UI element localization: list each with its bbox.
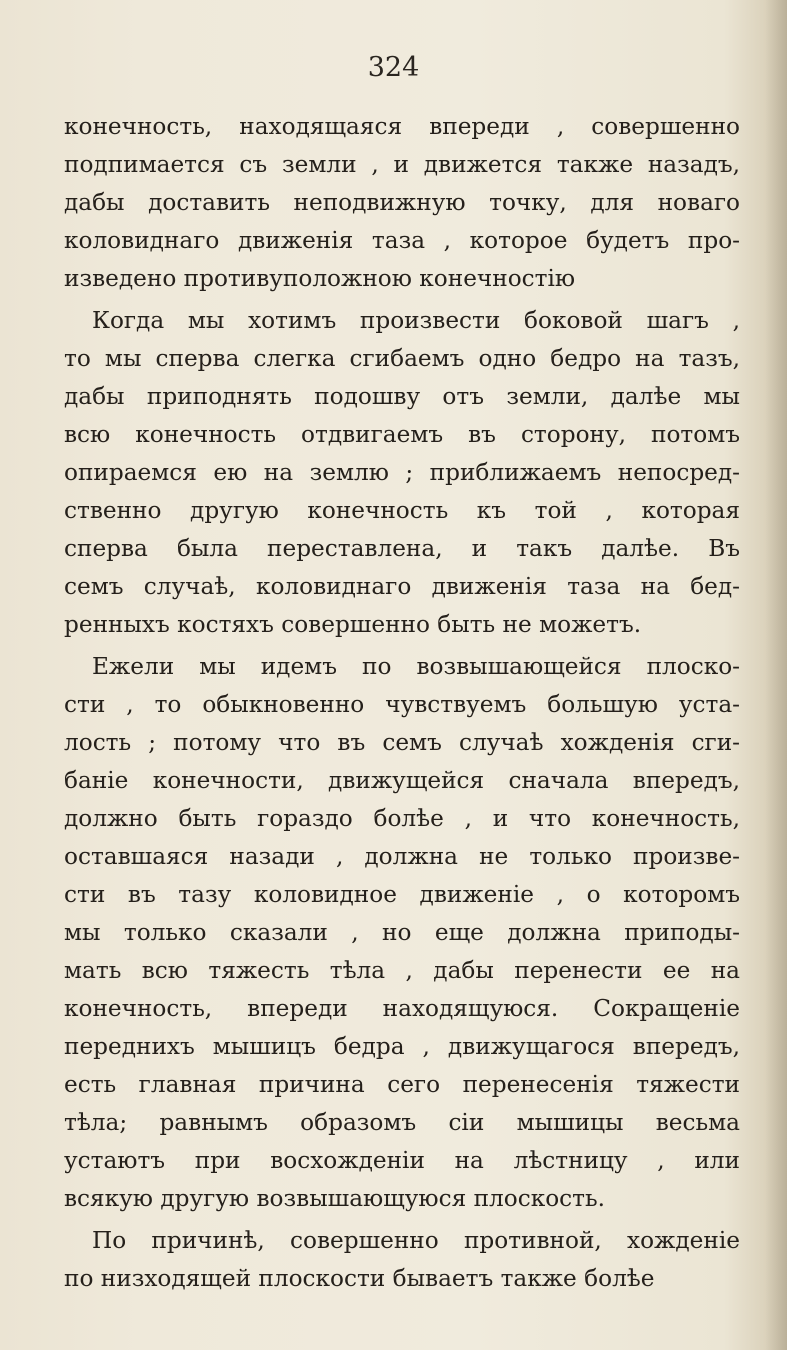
text-line: ренныхъ костяхъ совершенно быть не можетъ.	[64, 611, 642, 638]
text-line: оставшаяся назади , должна не только произве-	[64, 843, 740, 870]
text-line: дабы доставить неподвижную точку, для новаго	[64, 189, 740, 216]
text-line: всякую другую возвышающуюся плоскость.	[64, 1185, 605, 1212]
text-line: мать всю тяжесть тѣла , дабы перенести ее на	[64, 957, 740, 984]
body-text	[64, 108, 740, 1298]
page-edge-shadow	[765, 0, 787, 1350]
text-line: дабы приподнять подошву отъ земли, далѣе мы	[64, 383, 740, 410]
text-line: сти въ тазу коловидное движеніе , о которомъ	[64, 881, 740, 908]
text-line: баніе конечности, движущейся сначала впередъ,	[64, 767, 740, 794]
text-line: семъ случаѣ, коловиднаго движенія таза на бед-	[64, 573, 740, 600]
text-line: лость ; потому что въ семъ случаѣ хожденія сги-	[64, 729, 740, 756]
text-line: то мы сперва слегка сгибаемъ одно бедро на тазъ,	[64, 345, 740, 372]
text-line: должно быть гораздо болѣе , и что конечность,	[64, 805, 740, 832]
text-line: сперва была переставлена, и такъ далѣе. Въ	[64, 535, 740, 562]
text-line: Ежели мы идемъ по возвышающейся плоско-	[92, 653, 740, 680]
text-line: сти , то обыкновенно чувствуемъ большую уста-	[64, 691, 740, 718]
text-line: переднихъ мышицъ бедра , движущагося впередъ,	[64, 1033, 740, 1060]
text-line: устаютъ при восхожденіи на лѣстницу , или	[64, 1147, 740, 1174]
text-line: мы только сказали , но еще должна приподы-	[64, 919, 740, 946]
text-line: тѣла; равнымъ образомъ сіи мышицы весьма	[64, 1109, 740, 1136]
paragraph	[64, 648, 740, 1218]
text-line: по низходящей плоскости бываетъ также болѣе	[64, 1265, 655, 1292]
text-line: коловиднаго движенія таза , которое будетъ про-	[64, 227, 740, 254]
text-line: всю конечность отдвигаемъ въ сторону, потомъ	[64, 421, 740, 448]
page-number: 324	[367, 52, 420, 83]
text-line: Когда мы хотимъ произвести боковой шагъ ,	[92, 307, 740, 334]
text-line: есть главная причина сего перенесенія тяжести	[64, 1071, 740, 1098]
text-line: конечность, находящаяся впереди , совершенно	[64, 113, 740, 140]
paragraph	[64, 1222, 740, 1298]
text-line: опираемся ею на землю ; приближаемъ непосред-	[64, 459, 740, 486]
text-line: подпимается съ земли , и движется также назадъ,	[64, 151, 740, 178]
text-line: По причинѣ, совершенно противной, хожденіе	[92, 1227, 740, 1254]
text-line: изведено противуположною конечностію	[64, 265, 576, 292]
paragraph	[64, 302, 740, 644]
text-line: ственно другую конечность къ той , которая	[64, 497, 740, 524]
text-line: конечность, впереди находящуюся. Сокращеніе	[64, 995, 740, 1022]
paragraph	[64, 108, 740, 298]
